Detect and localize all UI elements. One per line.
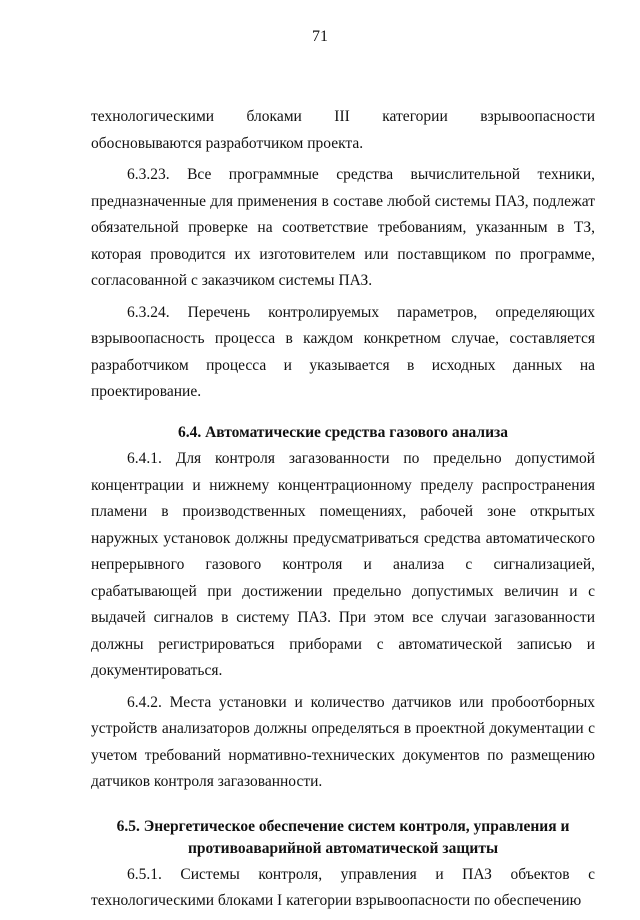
paragraph-6-5-1: 6.5.1. Системы контроля, управления и ПАЗ объектов с технологическими блоками I категории взрывоопасности по обеспечению: [91, 865, 595, 909]
paragraph-continuation: технологическими блоками III категории взрывоопасности обосновываются разработчиком проекта.: [91, 108, 595, 152]
page-number: 71: [312, 28, 328, 45]
section-heading-6-5-line-2: противоаварийной автоматической защиты: [187, 839, 499, 857]
paragraph-6-4-1: 6.4.1. Для контроля загазованности по предельно допустимой концентрации и нижнему концентрационному пределу распространения пламени в производственных помещениях, рабочей зоне открытых наружных установок должны предусматриваться средства автоматического непрерывного газового контроля и анализа с сигнализацией, срабатывающей при достижении предельно допустимых величин и с выдачей сигналов в систему ПАЗ. При этом все случаи загазованности должны регистрироваться приборами с автоматической записью и документироваться.: [91, 450, 595, 679]
paragraph-6-3-23: 6.3.23. Все программные средства вычислительной техники, предназначенные для применения в составе любой системы ПАЗ, подлежат обязательной проверке на соответствие требованиям, указанным в ТЗ, которая проводится их изготовителем или поставщиком по программе, согласованной с заказчиком системы ПАЗ.: [91, 166, 595, 289]
section-heading-6-4: 6.4. Автоматические средства газового анализа: [177, 423, 509, 441]
section-heading-6-5: [91, 816, 595, 860]
paragraph-6-4-2: 6.4.2. Места установки и количество датчиков или пробоотборных устройств анализаторов должны определяться в проектной документации с учетом требований нормативно-технических документов по размещению датчиков контроля загазованности.: [91, 693, 595, 790]
section-heading-6-5-line-1: 6.5. Энергетическое обеспечение систем контроля, управления и: [116, 817, 570, 835]
document-body: [91, 104, 595, 920]
paragraph-6-3-24: 6.3.24. Перечень контролируемых параметров, определяющих взрывоопасность процесса в каждом конкретном случае, составляется разработчиком процесса и указывается в исходных данных на проектирование.: [91, 303, 595, 400]
